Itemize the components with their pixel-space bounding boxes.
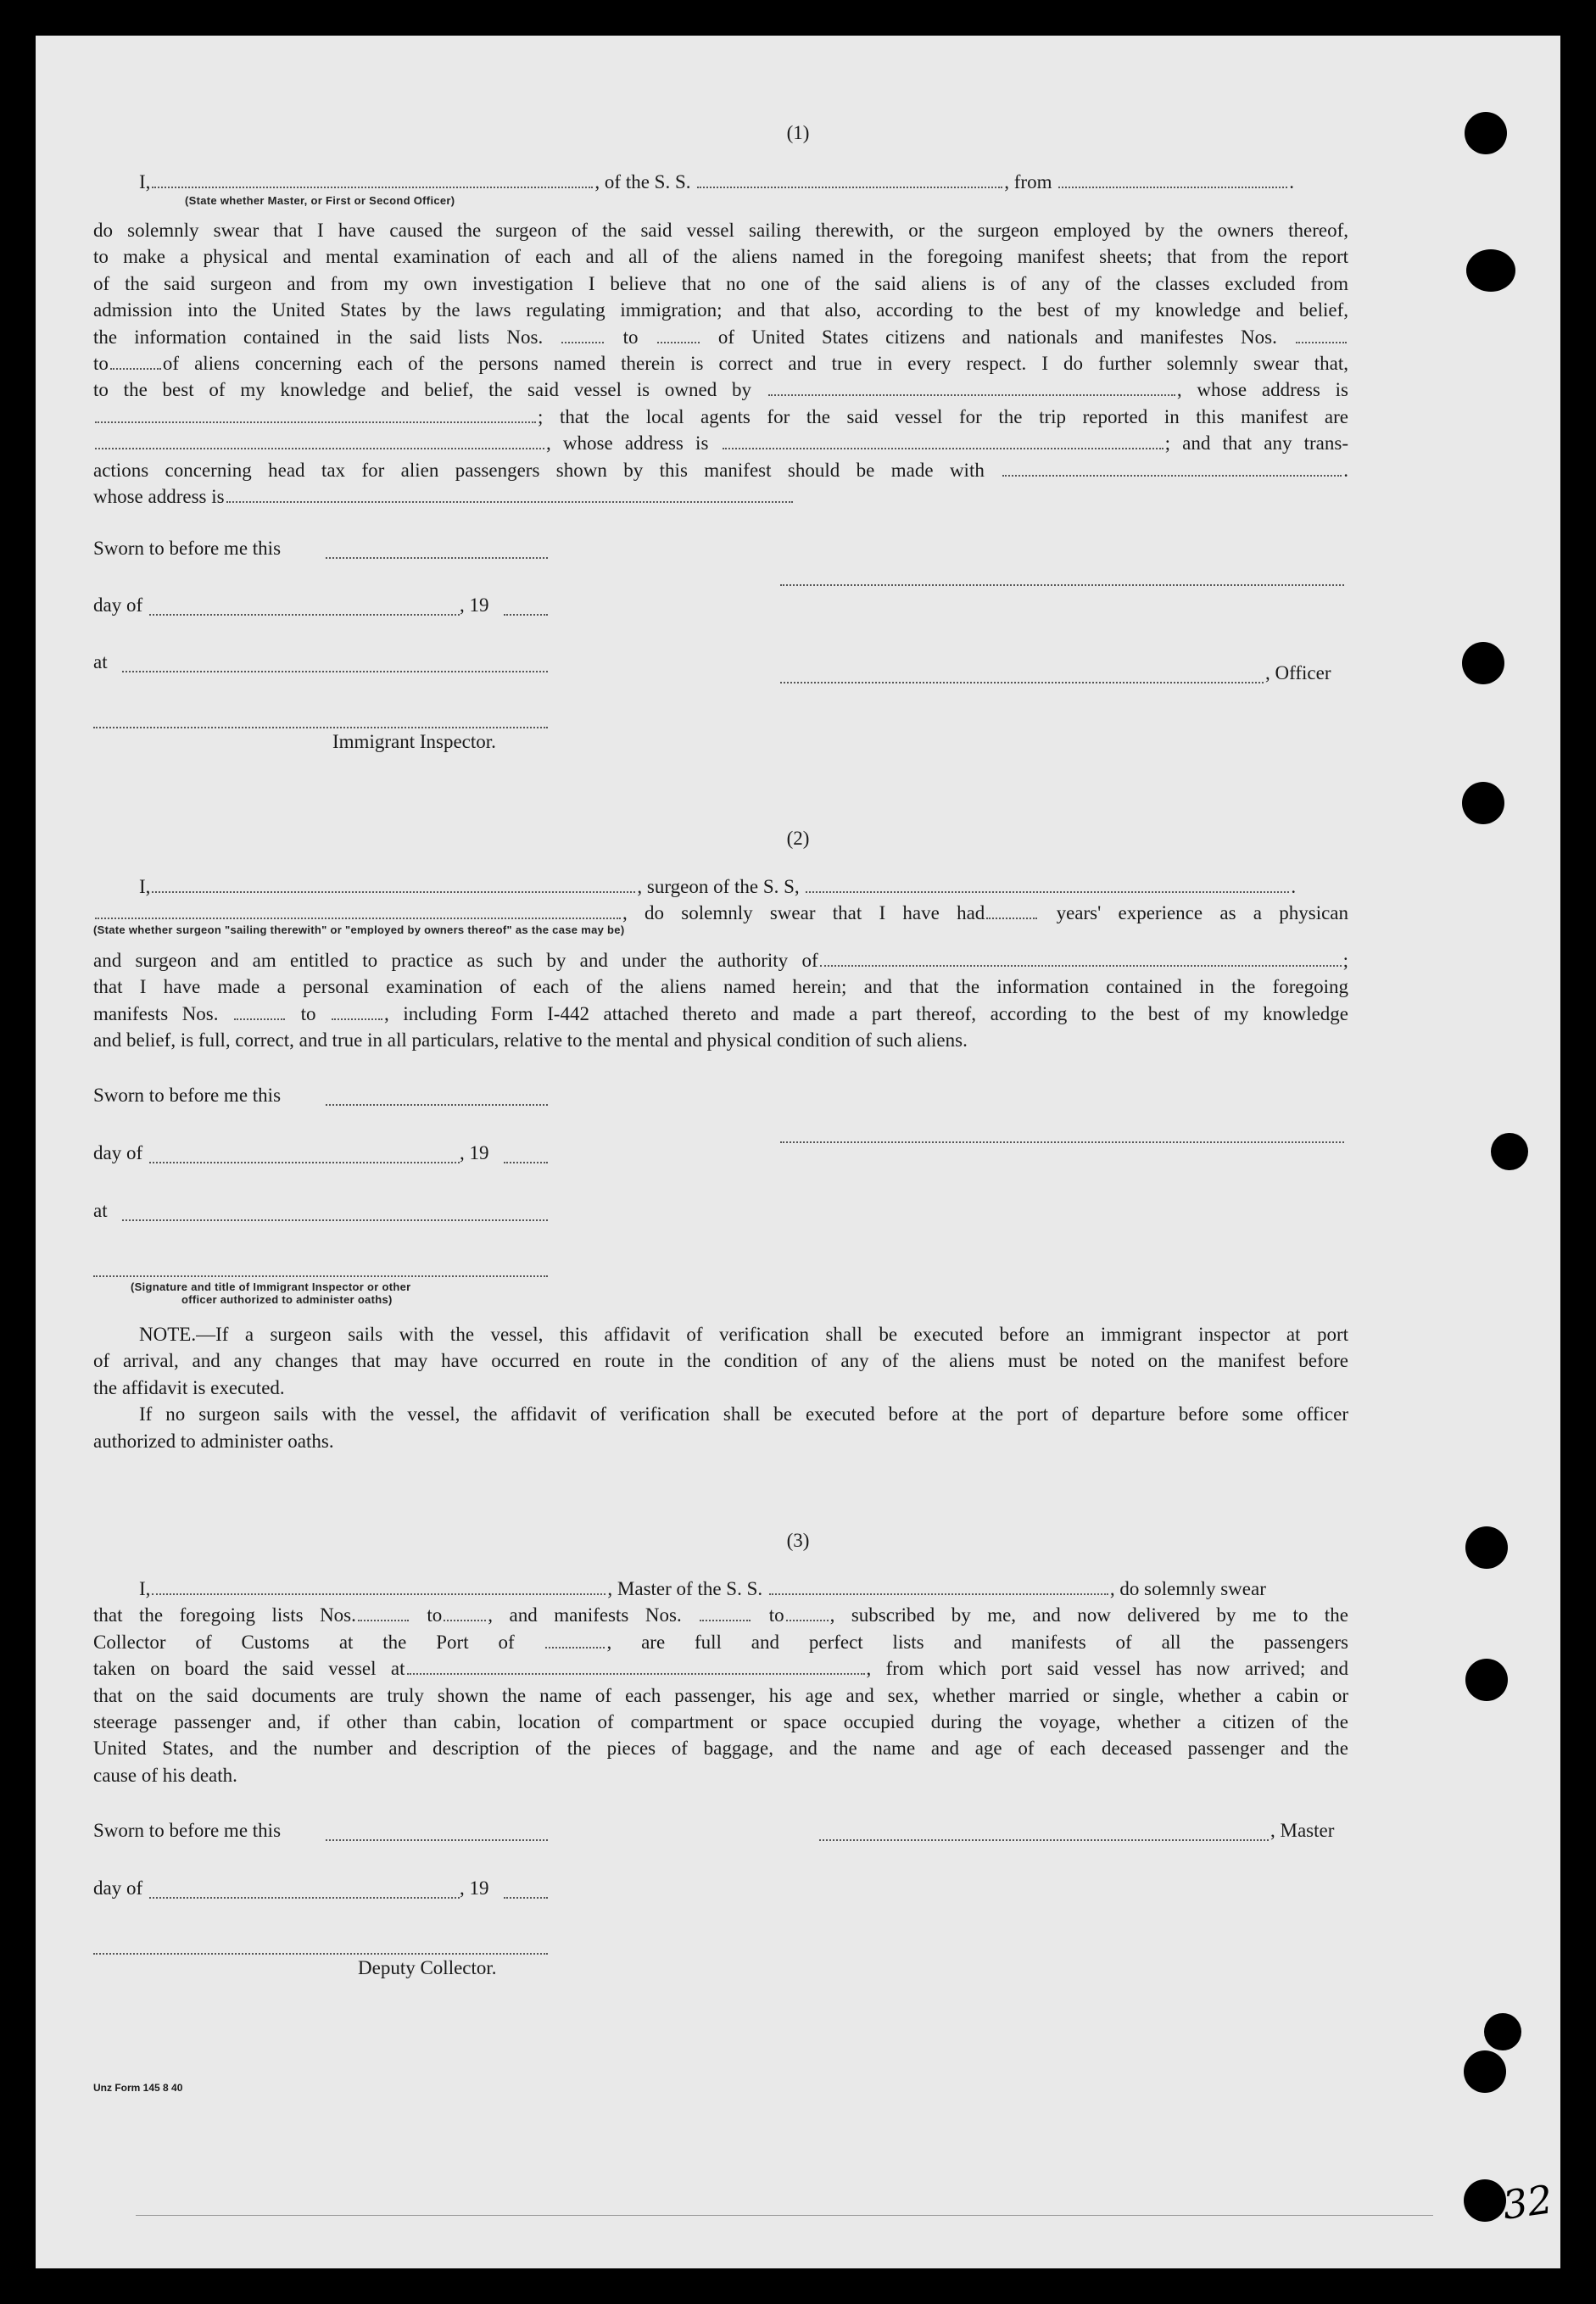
- vessel-name-blank[interactable]: [769, 1593, 1108, 1595]
- year-blank[interactable]: [504, 1161, 548, 1163]
- note-line: of arrival, and any changes that may have occurred en route in the condition of any of the aliens must be noted on the manifest before: [93, 1350, 1348, 1372]
- form-number: Unz Form 145 8 40: [93, 2082, 183, 2094]
- lists-no-from[interactable]: [358, 1619, 409, 1621]
- body-line: I, , surgeon of the S. S, .: [139, 876, 1297, 897]
- deputy-collector-label: Deputy Collector.: [358, 1957, 497, 1978]
- lists-no-to[interactable]: [444, 1619, 486, 1621]
- body-line: , do solemnly swear that I have had years' experience as a physican: [93, 900, 1348, 926]
- day-of-label: day of: [93, 1142, 143, 1163]
- year-label: , 19: [460, 594, 489, 616]
- officer-label: , Officer: [1265, 662, 1331, 683]
- section-1-body: [93, 217, 1348, 510]
- body-line: to the best of my knowledge and belief, the said vessel is owned by , whose address is: [93, 379, 1348, 401]
- punch-hole: [1484, 2013, 1521, 2050]
- year-blank[interactable]: [504, 1896, 548, 1899]
- body-line: I, , Master of the S. S. , do solemnly swear: [139, 1578, 1266, 1599]
- years-blank[interactable]: [986, 917, 1037, 919]
- body-line: manifests Nos. to , including Form I-442 attached thereto and made a part thereof, according to the best of my knowledge: [93, 1002, 1348, 1024]
- lists-no-to[interactable]: [657, 341, 700, 343]
- at-label: at: [93, 1200, 108, 1221]
- manifests-no-from[interactable]: [234, 1018, 285, 1020]
- master-label: , Master: [1270, 1820, 1335, 1841]
- inspector-signature-line[interactable]: [93, 726, 548, 728]
- head-tax-address-blank[interactable]: [226, 500, 793, 503]
- punch-hole: [1462, 782, 1504, 824]
- manifests-no-to[interactable]: [110, 367, 161, 370]
- year-label: , 19: [460, 1142, 489, 1163]
- day-of-blank[interactable]: [149, 613, 460, 616]
- body-line: the information contained in the said lists Nos. to of United States citizens and nationals and manifestes Nos.: [93, 324, 1348, 350]
- body-line: cause of his death.: [93, 1764, 237, 1786]
- punch-hole: [1466, 249, 1515, 292]
- from-port-blank[interactable]: [1058, 186, 1287, 188]
- punch-hole: [1464, 2050, 1506, 2093]
- authority-blank[interactable]: [820, 964, 1342, 967]
- section-1-number: (1): [786, 122, 810, 143]
- sworn-date-blank[interactable]: [326, 556, 548, 559]
- body-line: and surgeon and am entitled to practice as such by and under the authority of ;: [93, 950, 1348, 971]
- day-of-label: day of: [93, 594, 143, 616]
- manifests-no-to[interactable]: [332, 1018, 382, 1020]
- manifests-no-from[interactable]: [700, 1619, 751, 1621]
- body-line: ; that the local agents for the said vessel for the trip reported in this manifest are: [93, 404, 1348, 430]
- body-line: United States, and the number and description of the pieces of baggage, and the name and age of each deceased passenger and the: [93, 1738, 1348, 1760]
- section-2-body: [93, 947, 1348, 1054]
- body-line: admission into the United States by the laws regulating immigration; and that also, according to the best of my knowledge and belief,: [93, 299, 1348, 321]
- body-line: do solemnly swear that I have caused the surgeon of the said vessel sailing therewith, or the surgeon employed by the owners thereof,: [93, 220, 1348, 241]
- manifests-no-from[interactable]: [1296, 341, 1347, 343]
- day-of-blank[interactable]: [149, 1896, 460, 1899]
- day-of-blank[interactable]: [149, 1161, 460, 1163]
- at-blank[interactable]: [122, 1219, 548, 1221]
- at-label: at: [93, 651, 108, 672]
- lists-no-from[interactable]: [561, 341, 604, 343]
- body-line: taken on board the said vessel at , from which port said vessel has now arrived; and: [93, 1658, 1348, 1680]
- body-line: to make a physical and mental examination of each and all of the aliens named in the foregoing manifest sheets; that from the report: [93, 246, 1348, 268]
- signature-note: officer authorized to administer oaths): [181, 1293, 393, 1306]
- sworn-label: Sworn to before me this: [93, 538, 282, 559]
- year-blank[interactable]: [504, 613, 548, 616]
- body-line: of the said surgeon and from my own investigation I believe that no one of the said aliens is of any of the classes excluded from: [93, 272, 1348, 294]
- punch-hole: [1491, 1133, 1528, 1170]
- body-line: steerage passenger and, if other than cabin, location of compartment or space occupied during the voyage, whether a citizen of the: [93, 1711, 1348, 1733]
- sworn-date-blank[interactable]: [326, 1103, 548, 1106]
- surgeon-signature-line[interactable]: [780, 1141, 1344, 1143]
- surgeon-vessel-blank[interactable]: [806, 890, 1289, 893]
- body-line: that the foregoing lists Nos. to , and manifests Nos. to , subscribed by me, and now delivered by me to the: [93, 1604, 1348, 1626]
- note-line: NOTE.—If a surgeon sails with the vessel, this affidavit of verification shall be executed before an immigrant inspector at port: [139, 1324, 1348, 1345]
- agents-address-blank[interactable]: [723, 447, 1164, 449]
- section-1-officer-note: (State whether Master, or First or Second Officer): [185, 194, 455, 207]
- note-line: the affidavit is executed.: [93, 1376, 285, 1398]
- body-line: that I have made a personal examination of each of the aliens named herein; and that the information contained in the foregoing: [93, 976, 1348, 998]
- body-line: and belief, is full, correct, and true in all particulars, relative to the mental and physical condition of such aliens.: [93, 1029, 968, 1052]
- body-line: Collector of Customs at the Port of , are full and perfect lists and manifests of all the passengers: [93, 1631, 1348, 1653]
- section-3-text: [93, 1576, 1348, 1788]
- head-tax-blank[interactable]: [1002, 474, 1342, 477]
- punch-hole: [1462, 642, 1504, 684]
- immigrant-inspector-label: Immigrant Inspector.: [332, 731, 496, 752]
- collector-signature-line[interactable]: [93, 1952, 548, 1955]
- day-of-label: day of: [93, 1877, 143, 1899]
- manifests-no-to[interactable]: [786, 1619, 829, 1621]
- note-line: If no surgeon sails with the vessel, the affidavit of verification shall be executed before at the port of departure before some officer: [139, 1403, 1348, 1425]
- owner-address-blank[interactable]: [95, 421, 536, 423]
- year-label: , 19: [460, 1877, 489, 1899]
- surgeon-status-blank[interactable]: [95, 917, 621, 919]
- master-name-blank[interactable]: [152, 186, 593, 188]
- handwritten-page-number: 32: [1499, 2176, 1556, 2229]
- section-1-text: [93, 169, 1348, 195]
- at-blank[interactable]: [122, 670, 548, 672]
- inspector-signature-line[interactable]: [93, 1275, 548, 1277]
- officer-signature-line[interactable]: [780, 681, 1264, 683]
- port-blank[interactable]: [545, 1646, 605, 1649]
- master-signature-line[interactable]: [819, 1838, 1269, 1841]
- sworn-label: Sworn to before me this: [93, 1085, 282, 1106]
- embark-port-blank[interactable]: [407, 1672, 865, 1675]
- body-line: , whose address is ; and that any trans-: [93, 430, 1348, 456]
- section-2-surgeon-note: (State whether surgeon "sailing therewith" or "employed by owners thereof" as the case may be): [93, 923, 625, 936]
- section-2-text: [93, 873, 1348, 927]
- sworn-label: Sworn to before me this: [93, 1820, 282, 1841]
- section-3-number: (3): [786, 1530, 810, 1551]
- bottom-rule: [136, 2214, 1433, 2216]
- section-1-line-1: I, , of the S. S. , from .: [139, 171, 1294, 192]
- agents-blank[interactable]: [95, 447, 544, 449]
- body-line: actions concerning head tax for alien passengers shown by this manifest should be made with .: [93, 459, 1348, 481]
- owner-blank[interactable]: [768, 393, 1175, 396]
- body-line: to of aliens concerning each of the persons named therein is correct and true in every respect. I do further solemnly swear that,: [93, 353, 1348, 375]
- body-line: that on the said documents are truly shown the name of each passenger, his age and sex, whether married or single, whether a cabin or: [93, 1684, 1348, 1706]
- note-line: authorized to administer oaths.: [93, 1430, 334, 1452]
- signature-note: (Signature and title of Immigrant Inspector or other: [131, 1280, 411, 1293]
- vessel-name-blank[interactable]: [697, 186, 1002, 188]
- section-2-note: [93, 1321, 1348, 1454]
- body-line: whose address is: [93, 483, 1348, 510]
- master-name-blank[interactable]: [152, 1593, 605, 1595]
- master-signature-line[interactable]: [780, 583, 1344, 586]
- surgeon-name-blank[interactable]: [152, 890, 635, 893]
- punch-hole: [1465, 1659, 1508, 1701]
- section-2-number: (2): [786, 828, 810, 849]
- sworn-date-blank[interactable]: [326, 1838, 548, 1841]
